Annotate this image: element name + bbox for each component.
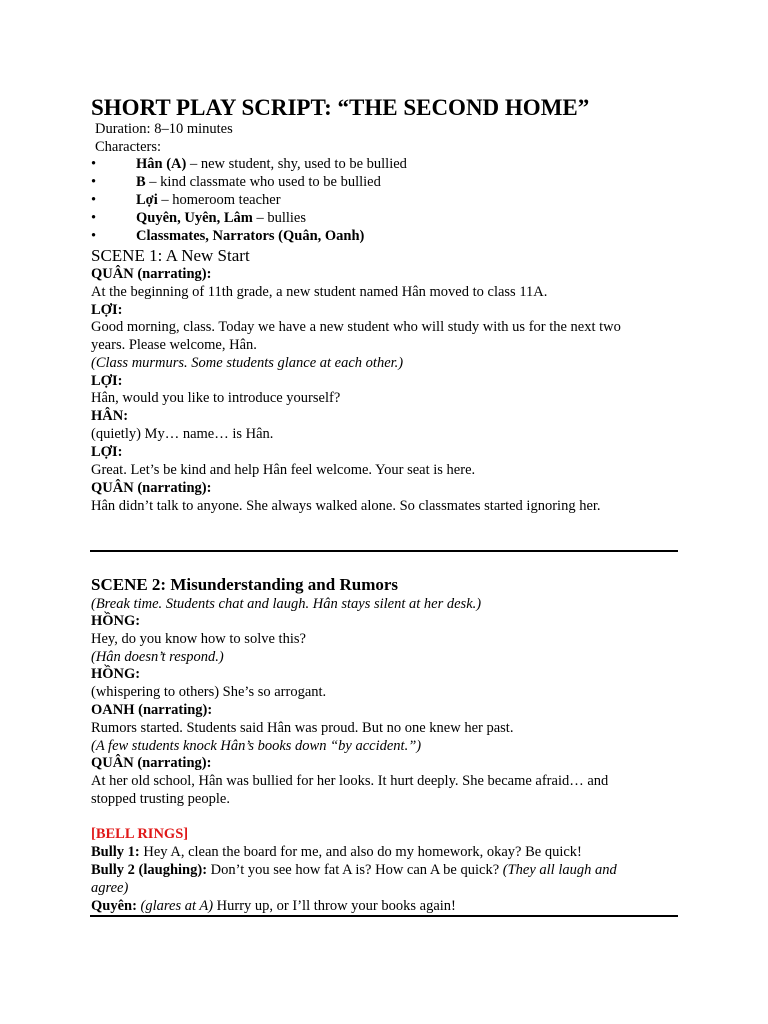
dialogue-text: Hurry up, or I’ll throw your books again! <box>213 898 456 914</box>
page-title: SHORT PLAY SCRIPT: “THE SECOND HOME” <box>91 95 590 120</box>
character-name: Hân (A) <box>136 156 187 172</box>
speaker: LỢI: <box>91 373 123 389</box>
dialogue-text: Hey A, clean the board for me, and also do my homework, okay? Be quick! <box>139 844 582 860</box>
stage-direction: (A few students knock Hân’s books down “by accident.”) <box>91 738 422 754</box>
speaker: QUÂN (narrating): <box>91 480 212 496</box>
dialogue-line: At the beginning of 11th grade, a new student named Hân moved to class 11A. <box>91 284 548 300</box>
list-item <box>91 173 678 191</box>
character-name: Quyên, Uyên, Lâm <box>136 210 253 226</box>
dialogue-line: (whispering to others) She’s so arrogant. <box>91 684 327 700</box>
character-desc: – homeroom teacher <box>157 192 281 208</box>
dialogue-line: years. Please welcome, Hân. <box>91 337 257 353</box>
stage-direction: (They all laugh and <box>502 862 617 878</box>
character-name: Lợi <box>136 192 158 208</box>
speaker: HÂN: <box>91 408 129 424</box>
list-item <box>91 155 678 173</box>
dialogue-line <box>91 843 678 861</box>
dialogue-line: Hân didn’t talk to anyone. She always walked alone. So classmates started ignoring her. <box>91 498 601 514</box>
character-name: Classmates, Narrators (Quân, Oanh) <box>136 228 365 244</box>
scene-1-heading: SCENE 1: A New Start <box>91 246 250 265</box>
dialogue-line: Great. Let’s be kind and help Hân feel welcome. Your seat is here. <box>91 462 476 478</box>
section-divider <box>90 550 678 552</box>
speaker: Bully 1: <box>91 844 140 860</box>
character-list <box>91 155 678 245</box>
speaker: LỢI: <box>91 302 123 318</box>
character-name: B <box>136 174 146 190</box>
dialogue-line <box>91 897 678 915</box>
section-divider <box>90 915 678 917</box>
dialogue-text: Don’t you see how fat A is? How can A be quick? <box>207 862 503 878</box>
character-desc: – new student, shy, used to be bullied <box>186 156 407 172</box>
speaker: QUÂN (narrating): <box>91 266 212 282</box>
bell-cue: [BELL RINGS] <box>91 826 189 842</box>
characters-heading: Characters: <box>95 139 162 155</box>
speaker: OANH (narrating): <box>91 702 213 718</box>
dialogue-line: Hey, do you know how to solve this? <box>91 631 306 647</box>
dialogue-line: Hân, would you like to introduce yourself? <box>91 390 341 406</box>
list-item <box>91 227 678 245</box>
speaker: QUÂN (narrating): <box>91 755 212 771</box>
stage-direction: (Break time. Students chat and laugh. Hân stays silent at her desk.) <box>91 596 482 612</box>
dialogue-line: (quietly) My… name… is Hân. <box>91 426 274 442</box>
stage-direction: (Hân doesn’t respond.) <box>91 649 224 665</box>
character-desc: – kind classmate who used to be bullied <box>145 174 381 190</box>
speaker: Bully 2 (laughing): <box>91 862 208 878</box>
stage-direction: (Class murmurs. Some students glance at each other.) <box>91 355 404 371</box>
speaker: HỒNG: <box>91 613 141 629</box>
character-desc: – bullies <box>252 210 306 226</box>
stage-direction: agree) <box>91 880 129 896</box>
dialogue-line: Rumors started. Students said Hân was proud. But no one knew her past. <box>91 720 514 736</box>
dialogue-line: Good morning, class. Today we have a new student who will study with us for the next two <box>91 319 621 335</box>
speaker: Quyên: <box>91 898 137 914</box>
stage-direction: (glares at A) <box>136 898 214 914</box>
list-item <box>91 191 678 209</box>
dialogue-line <box>91 861 678 879</box>
duration: Duration: 8–10 minutes <box>95 121 233 137</box>
list-item <box>91 209 678 227</box>
scene-2-heading: SCENE 2: Misunderstanding and Rumors <box>91 575 399 594</box>
speaker: HỒNG: <box>91 666 141 682</box>
speaker: LỢI: <box>91 444 123 460</box>
dialogue-line: stopped trusting people. <box>91 791 230 807</box>
dialogue-line: At her old school, Hân was bullied for her looks. It hurt deeply. She became afraid… and <box>91 773 609 789</box>
